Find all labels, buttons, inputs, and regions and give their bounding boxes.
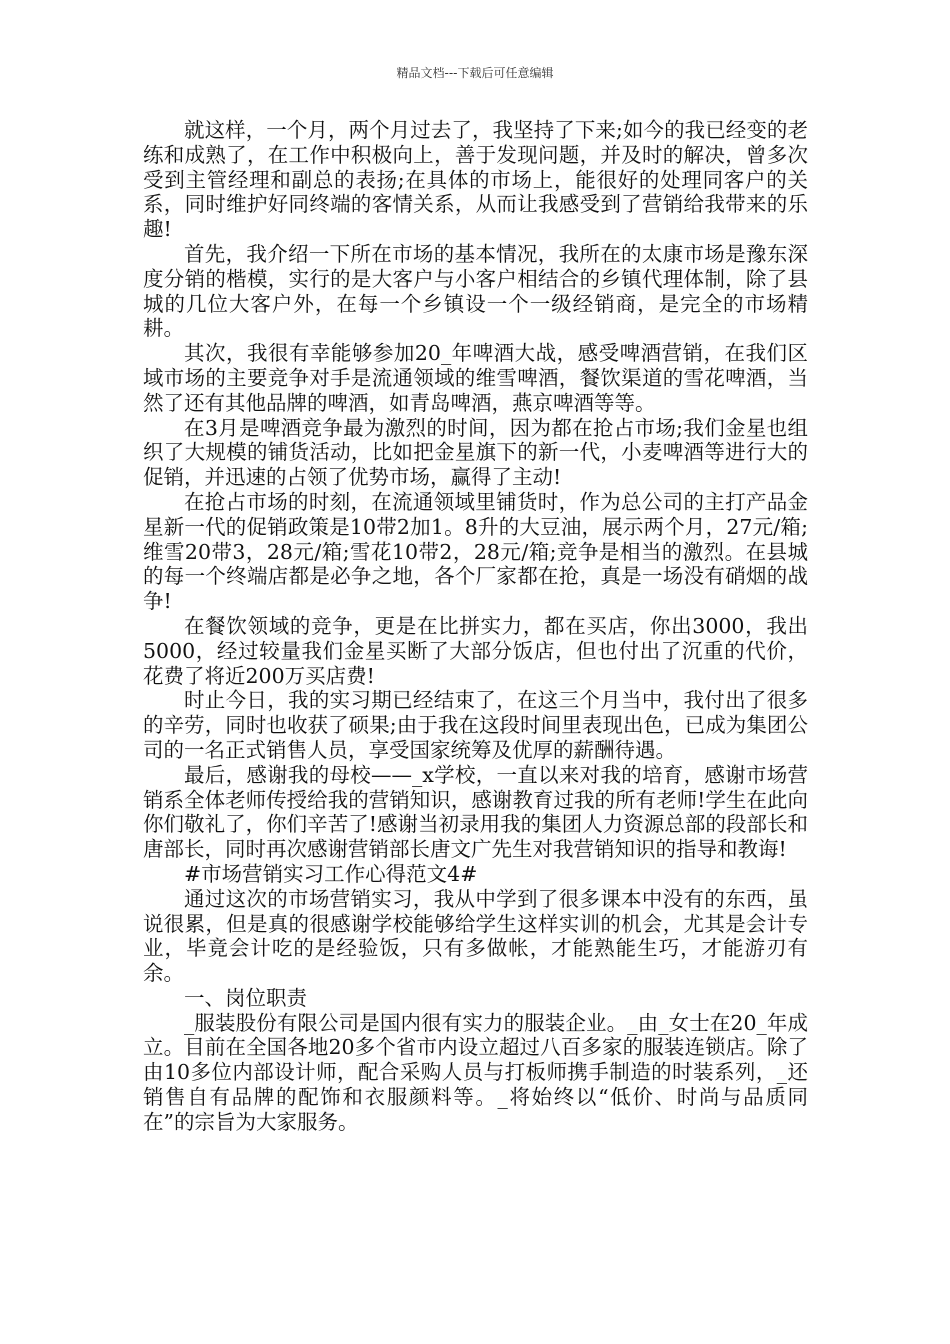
paragraph: 首先，我介绍一下所在市场的基本情况，我所在的太康市场是豫东深度分销的楷模，实行的是大客户与小客户相结合的乡镇代理体制，除了县城的几位大客户外，在每一个乡镇设一个一级经销商，是完全的市场精耕。 (143, 241, 808, 341)
paragraph: 通过这次的市场营销实习，我从中学到了很多课本中没有的东西，虽说很累，但是真的很感谢学校能够给学生这样实训的机会，尤其是会计专业，毕竟会计吃的是经验饭，只有多做帐，才能熟能生巧，才能游刃有余。 (143, 886, 808, 986)
paragraph: 在3月是啤酒竞争最为激烈的时间，因为都在抢占市场;我们金星也组织了大规模的铺货活动，比如把金星旗下的新一代，小麦啤酒等进行大的促销，并迅速的占领了优势市场，赢得了主动! (143, 415, 808, 490)
paragraph: _服装股份有限公司是国内很有实力的服装企业。_由_女士在20_年成立。目前在全国各地20多个省市内设立超过八百多家的服装连锁店。除了由10多位内部设计师，配合采购人员与打板师携手制造的时装系列，_还销售自有品牌的配饰和衣服颜料等。_将始终以“低价、时尚与品质同在”的宗旨为大家服务。 (143, 1010, 808, 1134)
page-header: 精品文档---下载后可任意编辑 (396, 66, 554, 80)
paragraph: 在抢占市场的时刻，在流通领域里铺货时，作为总公司的主打产品金星新一代的促销政策是10带2加1。8升的大豆油，展示两个月，27元/箱;维雪20带3，28元/箱;雪花10带2，28元/箱;竞争是相当的激烈。在县城的每一个终端店都是必争之地，各个厂家都在抢，真是一场没有硝烟的战争! (143, 489, 808, 614)
paragraph: 时止今日，我的实习期已经结束了，在这三个月当中，我付出了很多的辛劳，同时也收获了硕果;由于我在这段时间里表现出色，已成为集团公司的一名正式销售人员，享受国家统筹及优厚的薪酬待遇。 (143, 688, 808, 762)
subsection-heading: 一、岗位职责 (184, 985, 307, 1010)
section-heading: #市场营销实习工作心得范文4# (184, 861, 478, 886)
document-body (143, 118, 808, 1135)
paragraph: 最后，感谢我的母校——_x学校，一直以来对我的培育，感谢市场营销系全体老师传授给我的营销知识，感谢教育过我的所有老师!学生在此向你们敬礼了，你们辛苦了!感谢当初录用我的集团人力资源总部的段部长和唐部长，同时再次感谢营销部长唐文广先生对我营销知识的指导和教诲! (143, 762, 808, 862)
paragraph: 在餐饮领域的竞争，更是在比拼实力，都在买店，你出3000，我出5000，经过较量我们金星买断了大部分饭店，但也付出了沉重的代价，花费了将近200万买店费! (143, 613, 808, 688)
paragraph: 就这样，一个月，两个月过去了，我坚持了下来;如今的我已经变的老练和成熟了，在工作中积极向上，善于发现问题，并及时的解决，曾多次受到主管经理和副总的表扬;在具体的市场上，能很好的处理同客户的关系，同时维护好同终端的客情关系，从而让我感受到了营销给我带来的乐趣! (143, 118, 808, 242)
paragraph: 其次，我很有幸能够参加20_年啤酒大战，感受啤酒营销，在我们区域市场的主要竞争对手是流通领域的维雪啤酒，餐饮渠道的雪花啤酒，当然了还有其他品牌的啤酒，如青岛啤酒，燕京啤酒等等。 (143, 341, 808, 415)
